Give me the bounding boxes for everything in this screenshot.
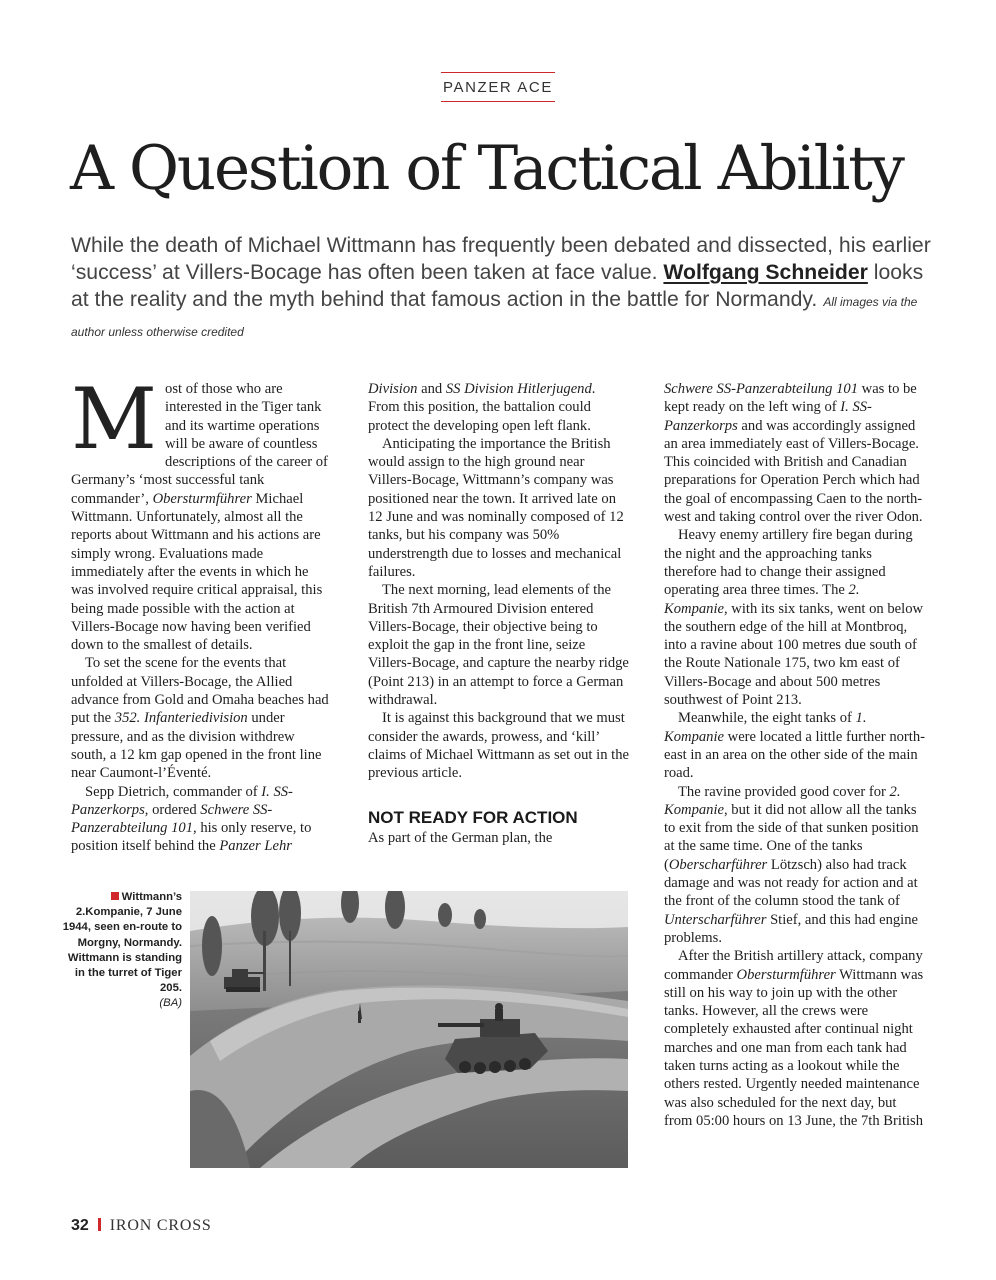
text-run: , with its six tanks, went on below the southern edge of the hill at Montbroq, into a ravine about 100 metres due south of the Route Nationale 175, two km east of Villers-Bocage and about 500 metres southwest of Point 213.: [664, 600, 924, 709]
paragraph: [71, 370, 333, 654]
paragraph: The next morning, lead elements of the British 7th Armoured Division entered Villers-Bocage, their objective being to exploit the gap in the front line, seize Villers-Bocage, and capture the nearby ridge (Point 213) in an attempt to force a German withdrawal.: [368, 582, 629, 709]
footer-divider: [98, 1218, 101, 1231]
rank: Oberscharführer: [668, 856, 768, 873]
text-run: Wittmann was still on his way to join up with the other tanks. However, all the crews were completely exhausted after continual night marches and one man from each tank had taken turns acting as a lookout while the others rested. Urgently needed maintenance was also scheduled for the next day, but from 05:00 hours on 13 June, the 7th British: [664, 966, 924, 1129]
unit-name: 352. Infanteriedivision: [114, 710, 248, 727]
unit-name: Panzer Lehr: [219, 838, 292, 855]
paragraph: Anticipating the importance the British would assign to the high ground near Villers-Bocage, Wittmann’s company was positioned near the town. It arrived late on 12 June and was nominally composed of 12 tanks, but his company was 50% understrength due to losses and mechanical failures.: [368, 435, 624, 580]
subheading: NOT READY FOR ACTION: [368, 807, 578, 827]
page-footer: [71, 1217, 212, 1235]
paragraph: [368, 380, 630, 435]
paragraph: It is against this background that we must consider the awards, prowess, and ‘kill’ claims of Michael Wittmann as set out in the previous article.: [368, 710, 629, 782]
paragraph: [664, 526, 926, 709]
text-run: were located a little further north-east in an area on the other side of the main road.: [664, 728, 925, 782]
paragraph: [664, 783, 926, 948]
paragraph: [664, 947, 926, 1130]
rank: Obersturmführer: [736, 966, 836, 983]
image-credit: All images via the author unless otherwise credited: [71, 295, 918, 339]
column-3: [664, 380, 926, 1130]
page-number: 32: [71, 1217, 89, 1234]
standfirst: [71, 232, 931, 346]
paragraph: [71, 654, 333, 782]
rank: Obersturmführer: [152, 490, 252, 507]
unit-name: 2. Kompanie: [664, 582, 860, 617]
text-run: and: [417, 381, 446, 397]
paragraph: As part of the German plan, the: [368, 829, 553, 846]
photo-tiger-tanks: [190, 891, 628, 1168]
photo-caption: [62, 890, 182, 1012]
text-run: Heavy enemy artillery fire began during the night and the approaching tanks therefore had to change their assigned operating area three times. The: [664, 527, 913, 599]
column-2: [368, 380, 630, 847]
text-run: Stief, and this had engine problems.: [664, 911, 919, 946]
unit-name: 1. Kompanie: [664, 710, 867, 745]
paragraph: [664, 709, 926, 782]
unit-name: SS Division Hitlerjugend: [445, 381, 592, 397]
rank: Unterscharführer: [664, 911, 767, 928]
caption-credit: (BA): [159, 997, 182, 1010]
unit-name: Schwere SS-Panzerabteilung 101: [71, 801, 273, 837]
standfirst-text: While the death of Michael Wittmann has frequently been debated and dissected, his earlier ‘success’ at Villers-Bocage has often been taken at face value.: [71, 234, 931, 284]
section-label: PANZER ACE: [441, 72, 555, 102]
drop-cap: M: [71, 370, 158, 468]
text-run: , but it did not allow all the tanks to exit from the side of that sunken position at the same time. One of the tanks (: [664, 801, 919, 873]
paragraph: [664, 380, 926, 526]
article-title: A Question of Tactical Ability: [70, 133, 903, 204]
magazine-name: IRON CROSS: [109, 1217, 212, 1234]
unit-name: Division: [368, 381, 418, 397]
column-1: [71, 370, 333, 856]
text-run: Lötzsch) also had track damage and was not ready for action and at the front of the column stood the tank of: [664, 856, 918, 910]
text-run: Meanwhile, the eight tanks of: [678, 710, 856, 727]
caption-marker: [111, 892, 119, 900]
text-run: The ravine provided good cover for: [678, 783, 890, 800]
text-run: was to be kept ready on the left wing of: [664, 381, 917, 416]
text-run: After the British artillery attack, company commander: [664, 948, 923, 983]
unit-name: I. SS-Panzerkorps: [71, 783, 293, 818]
text-run: and was accordingly assigned an area immediately east of Villers-Bocage. This coincided with British and Canadian preparations for Operation Perch which had the goal of encompassing Caen to the north-west and taking control over the river Odon.: [664, 417, 923, 526]
paragraph: [71, 783, 333, 856]
text-run: To set the scene for the events that unfolded at Villers-Bocage, the Allied advance from Gold and Omaha beaches had put the: [71, 655, 329, 727]
text-run: , ordered: [144, 801, 201, 818]
author-name: Wolfgang Schneider: [663, 261, 868, 284]
text-run: . From this position, the battalion could protect the developing open left flank.: [368, 381, 596, 434]
section-header: [0, 72, 996, 102]
unit-name: 2. Kompanie: [664, 783, 901, 818]
text-run: , his only reserve, to position itself behind the: [71, 820, 312, 855]
text-run: ost of those who are interested in the Tiger tank and its wartime operations will be aware of countless descriptions of the career of Germany’s ‘most successful tank commander’,: [71, 381, 328, 507]
standfirst-text-end: looks at the reality and the myth behind that famous action in the battle for Normandy.: [71, 261, 924, 311]
caption-text: Wittmann’s 2.Kompanie, 7 June 1944, seen en-route to Morgny, Normandy. Wittmann is standing in the turret of Tiger 205.: [62, 891, 182, 995]
text-run: Michael Wittmann. Unfortunately, almost all the reports about Wittmann and his actions are simply wrong. Evaluations made immediately after the events in which he was involved require critical appraisal, this being made possible with the action at Villers-Bocage now having been verified down to the smallest of details.: [71, 490, 323, 654]
unit-name: I. SS-Panzerkorps: [664, 399, 872, 434]
text-run: Sepp Dietrich, commander of: [85, 783, 262, 800]
text-run: under pressure, and as the division withdrew south, a 12 km gap opened in the front line near Caumont-l’Éventé.: [71, 710, 322, 782]
unit-name: Schwere SS-Panzerabteilung 101: [664, 381, 859, 397]
